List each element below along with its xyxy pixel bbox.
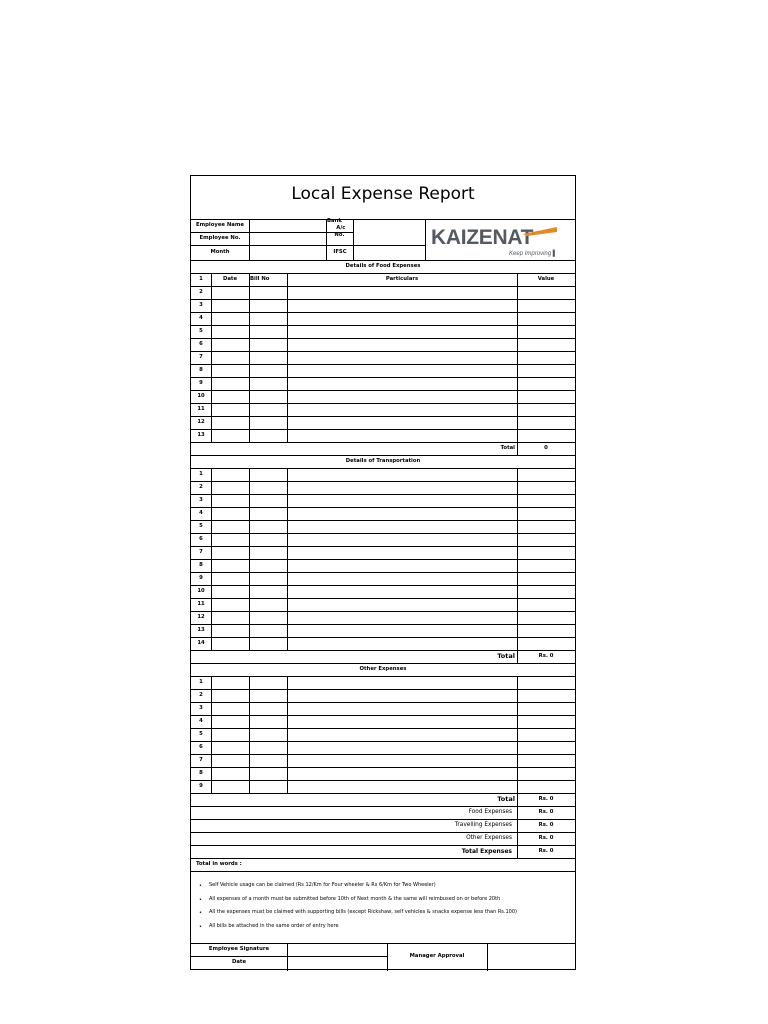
other-row-number: 1 xyxy=(199,679,203,685)
summary-label: Other Expenses xyxy=(466,835,512,841)
other-row-7-cell-2[interactable] xyxy=(250,755,287,767)
summary-label: Food Expenses xyxy=(468,809,512,815)
food-section-title: Details of Food Expenses xyxy=(345,263,421,269)
other-row-4-cell-2[interactable] xyxy=(250,716,287,728)
note-bullet-icon: • xyxy=(199,910,202,916)
other-row-1-cell-2[interactable] xyxy=(250,677,287,689)
other-row-8-cell-3[interactable] xyxy=(288,768,517,780)
food-row-12-cell-4[interactable] xyxy=(518,417,575,429)
food-row-5-cell-4[interactable] xyxy=(518,326,575,338)
other-row-7-cell-3[interactable] xyxy=(288,755,517,767)
transport-row-3-cell-2[interactable] xyxy=(250,495,287,507)
transport-row-number: 11 xyxy=(197,601,205,607)
food-row-3-cell-4[interactable] xyxy=(518,300,575,312)
transport-row-5-cell-4[interactable] xyxy=(518,521,575,533)
transport-row-13-cell-2[interactable] xyxy=(250,625,287,637)
transport-row-number: 1 xyxy=(199,471,203,477)
transport-row-3-cell-1[interactable] xyxy=(212,495,249,507)
food-row-2-cell-2[interactable] xyxy=(250,287,287,299)
transport-row-9-cell-1[interactable] xyxy=(212,573,249,585)
food-row-12-cell-1[interactable] xyxy=(212,417,249,429)
other-row-5-cell-4[interactable] xyxy=(518,729,575,741)
transport-row-4-cell-3[interactable] xyxy=(288,508,517,520)
other-row-2-cell-2[interactable] xyxy=(250,690,287,702)
transport-row-8-cell-2[interactable] xyxy=(250,560,287,572)
transport-row-9-cell-3[interactable] xyxy=(288,573,517,585)
summary-value: Rs. 0 xyxy=(538,848,554,854)
food-row-number: 10 xyxy=(197,393,205,399)
particulars-column-header: Particulars xyxy=(385,276,419,282)
food-row-6-cell-3[interactable] xyxy=(288,339,517,351)
other-row-1-cell-1[interactable] xyxy=(212,677,249,689)
food-row-10-cell-3[interactable] xyxy=(288,391,517,403)
words-rule xyxy=(191,871,575,872)
other-row-6-cell-3[interactable] xyxy=(288,742,517,754)
transport-row-3-cell-4[interactable] xyxy=(518,495,575,507)
food-row-3-cell-3[interactable] xyxy=(288,300,517,312)
food-row-10-cell-4[interactable] xyxy=(518,391,575,403)
transport-row-5-cell-1[interactable] xyxy=(212,521,249,533)
employee-no-field[interactable] xyxy=(250,233,326,245)
transport-row-number: 3 xyxy=(199,497,203,503)
bank-account-label xyxy=(327,218,353,239)
transport-row-number: 8 xyxy=(199,562,203,568)
transport-row-7-cell-3[interactable] xyxy=(288,547,517,559)
food-row-6-cell-1[interactable] xyxy=(212,339,249,351)
transport-row-10-cell-4[interactable] xyxy=(518,586,575,598)
month-label: Month xyxy=(210,249,230,255)
transport-row-7-cell-1[interactable] xyxy=(212,547,249,559)
transport-row-11-cell-2[interactable] xyxy=(250,599,287,611)
transport-row-6-cell-3[interactable] xyxy=(288,534,517,546)
kaizenat-logo xyxy=(431,224,559,260)
signature-date-label: Date xyxy=(231,959,247,965)
other-row-9-cell-3[interactable] xyxy=(288,781,517,793)
transport-row-1-cell-4[interactable] xyxy=(518,469,575,481)
food-total-value: 0 xyxy=(544,445,548,451)
other-row-8-cell-4[interactable] xyxy=(518,768,575,780)
other-row-5-cell-3[interactable] xyxy=(288,729,517,741)
food-row-11-cell-4[interactable] xyxy=(518,404,575,416)
food-column-divider xyxy=(249,273,250,442)
food-row-5-cell-1[interactable] xyxy=(212,326,249,338)
transport-row-6-cell-2[interactable] xyxy=(250,534,287,546)
food-row-2-cell-1[interactable] xyxy=(212,287,249,299)
food-row-number: 9 xyxy=(199,380,203,386)
other-row-4-cell-4[interactable] xyxy=(518,716,575,728)
other-row-number: 3 xyxy=(199,705,203,711)
other-row-3-cell-4[interactable] xyxy=(518,703,575,715)
food-row-8-cell-3[interactable] xyxy=(288,365,517,377)
transport-total-label: Total xyxy=(497,652,515,660)
food-row-2-cell-3[interactable] xyxy=(288,287,517,299)
total-in-words-label: Total in words : xyxy=(196,861,242,867)
note-bullet-icon: • xyxy=(199,896,202,903)
transport-row-4-cell-2[interactable] xyxy=(250,508,287,520)
transport-row-12-cell-4[interactable] xyxy=(518,612,575,624)
food-row-13-cell-2[interactable] xyxy=(250,430,287,442)
note-text: All bills be attached in the same order of entry here xyxy=(209,922,339,929)
transport-row-number: 10 xyxy=(197,588,205,594)
food-row-13-cell-1[interactable] xyxy=(212,430,249,442)
other-row-5-cell-1[interactable] xyxy=(212,729,249,741)
food-row-number: 11 xyxy=(197,406,205,412)
food-row-number: 8 xyxy=(199,367,203,373)
note-bullet-icon: • xyxy=(199,883,202,889)
food-row-11-cell-2[interactable] xyxy=(250,404,287,416)
transport-row-14-cell-1[interactable] xyxy=(212,638,249,650)
summary-label: Travelling Expenses xyxy=(454,822,512,828)
food-column-divider xyxy=(211,273,212,442)
food-row-10-cell-1[interactable] xyxy=(212,391,249,403)
other-row-1-cell-3[interactable] xyxy=(288,677,517,689)
employee-name-label: Employee Name xyxy=(196,222,244,228)
other-row-9-cell-2[interactable] xyxy=(250,781,287,793)
employee-name-field[interactable] xyxy=(250,220,326,232)
food-row-number: 13 xyxy=(197,432,205,438)
other-total-divider xyxy=(517,793,518,806)
manager-approval-field[interactable] xyxy=(488,944,574,970)
food-row-9-cell-4[interactable] xyxy=(518,378,575,390)
summary-divider xyxy=(517,845,518,858)
transport-row-11-cell-4[interactable] xyxy=(518,599,575,611)
transport-row-9-cell-2[interactable] xyxy=(250,573,287,585)
food-row-9-cell-1[interactable] xyxy=(212,378,249,390)
transport-row-2-cell-1[interactable] xyxy=(212,482,249,494)
food-row-7-cell-3[interactable] xyxy=(288,352,517,364)
transport-row-number: 9 xyxy=(199,575,203,581)
other-row-3-cell-3[interactable] xyxy=(288,703,517,715)
transport-total-value: Rs. 0 xyxy=(538,653,554,659)
other-column-divider xyxy=(517,676,518,793)
other-column-divider xyxy=(287,676,288,793)
transport-row-number: 5 xyxy=(199,523,203,529)
food-row-10-cell-2[interactable] xyxy=(250,391,287,403)
other-row-7-cell-1[interactable] xyxy=(212,755,249,767)
ifsc-field[interactable] xyxy=(354,246,425,260)
transport-row-11-cell-3[interactable] xyxy=(288,599,517,611)
food-row-number: 5 xyxy=(199,328,203,334)
summary-divider xyxy=(517,832,518,845)
transport-row-number: 2 xyxy=(199,484,203,490)
value-column-header: Value xyxy=(537,276,555,282)
month-field[interactable] xyxy=(250,246,326,260)
food-row-13-cell-3[interactable] xyxy=(288,430,517,442)
transport-row-4-cell-4[interactable] xyxy=(518,508,575,520)
other-row-6-cell-4[interactable] xyxy=(518,742,575,754)
header-divider xyxy=(425,219,426,260)
transport-row-number: 7 xyxy=(199,549,203,555)
transport-row-8-cell-3[interactable] xyxy=(288,560,517,572)
transport-row-13-cell-3[interactable] xyxy=(288,625,517,637)
bank-label-part: No. xyxy=(334,232,345,238)
other-column-divider xyxy=(249,676,250,793)
transport-row-6-cell-1[interactable] xyxy=(212,534,249,546)
transport-row-8-cell-4[interactable] xyxy=(518,560,575,572)
food-row-4-cell-1[interactable] xyxy=(212,313,249,325)
note-text: All the expenses must be claimed with supporting bills (except Rickshaw, self vehicles & snacks expense less than Rs.100) xyxy=(209,909,517,915)
other-row-6-cell-2[interactable] xyxy=(250,742,287,754)
transport-row-14-cell-3[interactable] xyxy=(288,638,517,650)
other-row-7-cell-4[interactable] xyxy=(518,755,575,767)
transport-row-number: 12 xyxy=(197,614,205,620)
food-column-divider xyxy=(287,273,288,442)
transport-row-11-cell-1[interactable] xyxy=(212,599,249,611)
report-title: Local Expense Report xyxy=(291,184,475,204)
other-row-number: 7 xyxy=(199,757,203,763)
food-row-8-cell-1[interactable] xyxy=(212,365,249,377)
food-row-11-cell-1[interactable] xyxy=(212,404,249,416)
transport-column-divider xyxy=(211,468,212,650)
transport-row-7-cell-4[interactable] xyxy=(518,547,575,559)
summary-divider xyxy=(517,819,518,832)
food-row-4-cell-2[interactable] xyxy=(250,313,287,325)
transport-column-divider xyxy=(287,468,288,650)
food-row-number: 6 xyxy=(199,341,203,347)
summary-label: Total Expenses xyxy=(461,848,512,855)
transport-row-14-cell-2[interactable] xyxy=(250,638,287,650)
transport-row-12-cell-3[interactable] xyxy=(288,612,517,624)
other-column-divider xyxy=(211,676,212,793)
transport-section-title: Details of Transportation xyxy=(345,458,421,464)
transport-row-7-cell-2[interactable] xyxy=(250,547,287,559)
other-row-number: 4 xyxy=(199,718,203,724)
food-row-13-cell-4[interactable] xyxy=(518,430,575,442)
transport-row-number: 4 xyxy=(199,510,203,516)
transport-row-6-cell-4[interactable] xyxy=(518,534,575,546)
ifsc-label: IFSC xyxy=(333,249,347,255)
transport-column-divider xyxy=(249,468,250,650)
food-row-number: 7 xyxy=(199,354,203,360)
food-row-number: 1 xyxy=(199,276,203,282)
food-row-5-cell-2[interactable] xyxy=(250,326,287,338)
food-row-4-cell-4[interactable] xyxy=(518,313,575,325)
transport-row-5-cell-3[interactable] xyxy=(288,521,517,533)
logo-tagline: Keep Improving ▌ xyxy=(509,251,557,257)
summary-value: Rs. 0 xyxy=(538,835,554,841)
summary-value: Rs. 0 xyxy=(538,822,554,828)
food-total-label: Total xyxy=(500,445,515,451)
food-row-12-cell-3[interactable] xyxy=(288,417,517,429)
food-row-number: 4 xyxy=(199,315,203,321)
note-text: All expenses of a month must be submitted before 10th of Next month & the same will reimbused on or before 20th xyxy=(209,895,501,902)
food-row-11-cell-3[interactable] xyxy=(288,404,517,416)
other-row-6-cell-1[interactable] xyxy=(212,742,249,754)
other-row-8-cell-2[interactable] xyxy=(250,768,287,780)
other-row-3-cell-1[interactable] xyxy=(212,703,249,715)
transport-row-number: 13 xyxy=(197,627,205,633)
logo-wordmark: KAIZENAT xyxy=(431,226,534,249)
bank-account-field[interactable] xyxy=(354,220,425,245)
food-row-number: 2 xyxy=(199,289,203,295)
bill-no-column-header: Bill No xyxy=(250,276,270,282)
manager-approval-label: Manager Approval xyxy=(409,953,465,959)
other-row-number: 5 xyxy=(199,731,203,737)
other-total-value: Rs. 0 xyxy=(538,796,554,802)
other-row-9-cell-1[interactable] xyxy=(212,781,249,793)
transport-row-number: 14 xyxy=(197,640,205,646)
food-row-2-cell-4[interactable] xyxy=(518,287,575,299)
other-row-4-cell-3[interactable] xyxy=(288,716,517,728)
total-in-words-field[interactable] xyxy=(271,859,571,871)
food-row-7-cell-1[interactable] xyxy=(212,352,249,364)
other-row-2-cell-3[interactable] xyxy=(288,690,517,702)
transport-row-12-cell-1[interactable] xyxy=(212,612,249,624)
other-row-1-cell-4[interactable] xyxy=(518,677,575,689)
food-column-divider xyxy=(517,273,518,442)
other-row-number: 2 xyxy=(199,692,203,698)
employee-no-label: Employee No. xyxy=(199,235,241,241)
note-bullet-icon: • xyxy=(199,923,202,930)
food-row-6-cell-4[interactable] xyxy=(518,339,575,351)
food-row-8-cell-2[interactable] xyxy=(250,365,287,377)
transport-row-2-cell-4[interactable] xyxy=(518,482,575,494)
bank-label-part: A/c xyxy=(336,225,346,231)
other-section-title: Other Expenses xyxy=(359,666,407,672)
employee-signature-label: Employee Signature xyxy=(208,946,270,952)
other-row-8-cell-1[interactable] xyxy=(212,768,249,780)
transport-row-8-cell-1[interactable] xyxy=(212,560,249,572)
food-row-12-cell-2[interactable] xyxy=(250,417,287,429)
other-row-3-cell-2[interactable] xyxy=(250,703,287,715)
food-row-number: 3 xyxy=(199,302,203,308)
transport-row-14-cell-4[interactable] xyxy=(518,638,575,650)
transport-row-2-cell-3[interactable] xyxy=(288,482,517,494)
summary-value: Rs. 0 xyxy=(538,809,554,815)
transport-row-1-cell-3[interactable] xyxy=(288,469,517,481)
date-column-header: Date xyxy=(222,276,238,282)
food-row-5-cell-3[interactable] xyxy=(288,326,517,338)
food-row-9-cell-2[interactable] xyxy=(250,378,287,390)
food-row-3-cell-2[interactable] xyxy=(250,300,287,312)
transport-row-10-cell-1[interactable] xyxy=(212,586,249,598)
food-row-7-cell-2[interactable] xyxy=(250,352,287,364)
food-row-3-cell-1[interactable] xyxy=(212,300,249,312)
other-row-number: 9 xyxy=(199,783,203,789)
transport-row-5-cell-2[interactable] xyxy=(250,521,287,533)
food-row-8-cell-4[interactable] xyxy=(518,365,575,377)
transport-row-1-cell-2[interactable] xyxy=(250,469,287,481)
bank-label-part: Bank xyxy=(327,218,342,224)
signature-date-field[interactable] xyxy=(288,957,387,970)
food-total-divider xyxy=(517,442,518,455)
transport-row-12-cell-2[interactable] xyxy=(250,612,287,624)
other-row-number: 6 xyxy=(199,744,203,750)
expense-report-sheet xyxy=(190,175,576,970)
food-row-6-cell-2[interactable] xyxy=(250,339,287,351)
other-row-4-cell-1[interactable] xyxy=(212,716,249,728)
food-row-7-cell-4[interactable] xyxy=(518,352,575,364)
other-row-5-cell-2[interactable] xyxy=(250,729,287,741)
transport-row-3-cell-3[interactable] xyxy=(288,495,517,507)
other-row-2-cell-1[interactable] xyxy=(212,690,249,702)
transport-row-13-cell-1[interactable] xyxy=(212,625,249,637)
food-row-4-cell-3[interactable] xyxy=(288,313,517,325)
transport-row-4-cell-1[interactable] xyxy=(212,508,249,520)
transport-row-1-cell-1[interactable] xyxy=(212,469,249,481)
transport-row-number: 6 xyxy=(199,536,203,542)
transport-column-divider xyxy=(517,468,518,650)
other-row-2-cell-4[interactable] xyxy=(518,690,575,702)
employee-signature-field[interactable] xyxy=(288,944,387,956)
transport-total-divider xyxy=(517,650,518,663)
other-row-9-cell-4[interactable] xyxy=(518,781,575,793)
other-total-label: Total xyxy=(497,795,515,803)
food-row-number: 12 xyxy=(197,419,205,425)
food-row-9-cell-3[interactable] xyxy=(288,378,517,390)
transport-row-10-cell-2[interactable] xyxy=(250,586,287,598)
other-row-number: 8 xyxy=(199,770,203,776)
transport-row-9-cell-4[interactable] xyxy=(518,573,575,585)
transport-row-10-cell-3[interactable] xyxy=(288,586,517,598)
transport-row-2-cell-2[interactable] xyxy=(250,482,287,494)
note-text: Self Vehicle usage can be claimed (Rs 12/Km for Four wheeler & Rs 6/Km for Two Wheeler) xyxy=(209,882,436,888)
transport-row-13-cell-4[interactable] xyxy=(518,625,575,637)
summary-divider xyxy=(517,806,518,819)
